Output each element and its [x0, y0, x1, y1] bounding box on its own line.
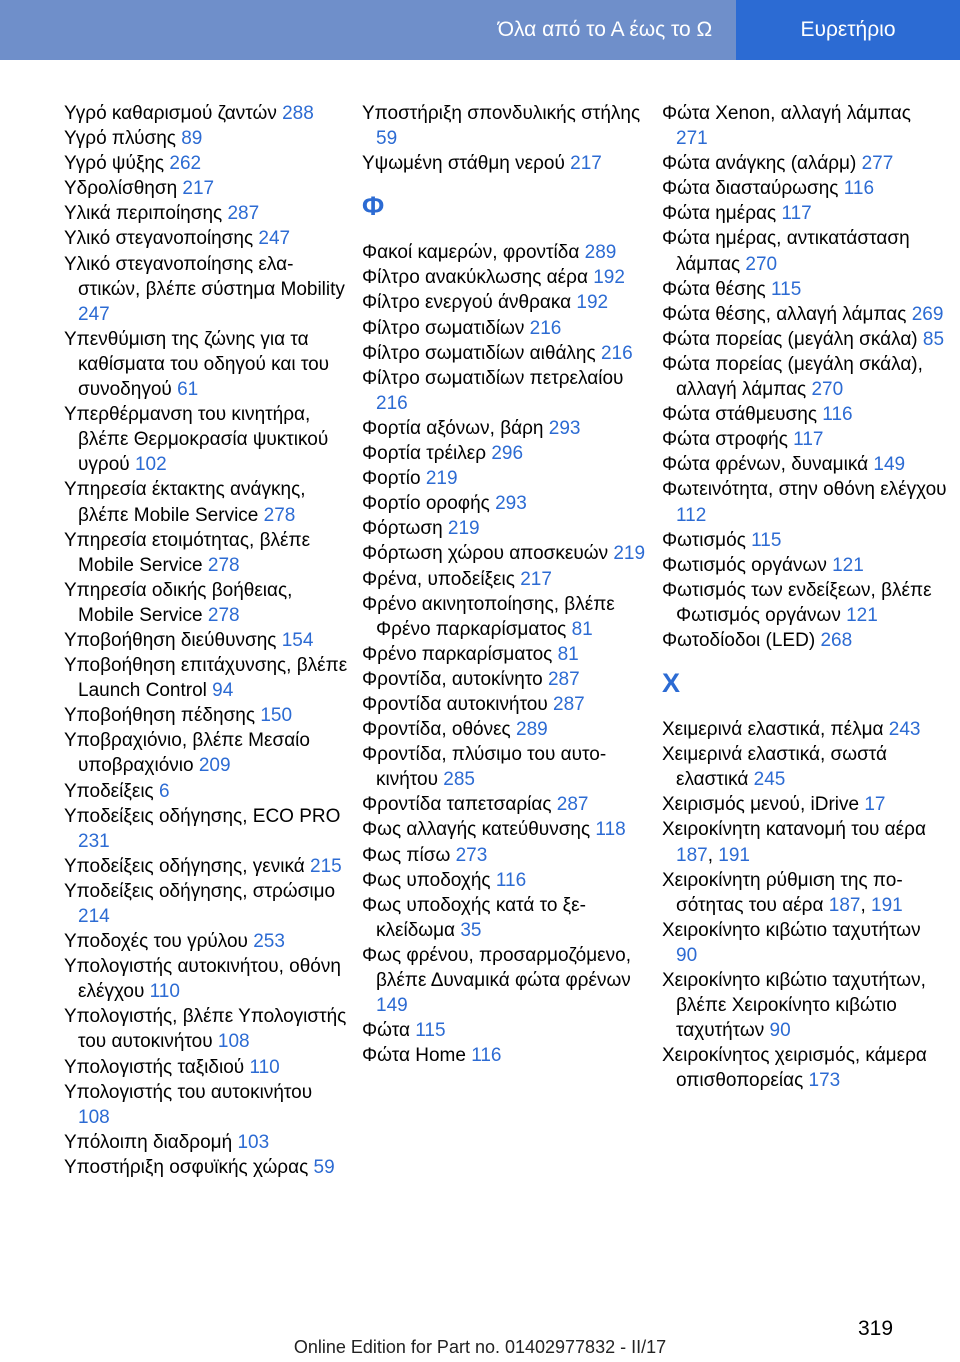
index-entry — [64, 477, 349, 527]
index-entry — [362, 341, 647, 366]
index-entry — [362, 265, 647, 290]
index-entry-term: Χειμερινά ελαστικά, σωστά ελαστικά — [662, 744, 888, 791]
index-entry-term: Χειροκίνητο κιβώτιο ταχυτήτων, βλέπε Χειροκίνητο κιβώτιο ταχυτήτων — [662, 970, 926, 1042]
page-reference-link[interactable]: 59 — [313, 1156, 335, 1178]
page-reference-link[interactable]: 154 — [281, 629, 314, 651]
index-entry-term: Υπόλοιπη διαδρομή — [64, 1131, 238, 1153]
page-reference-link[interactable]: 116 — [843, 178, 875, 200]
page-reference-link[interactable]: 262 — [169, 153, 202, 175]
index-entry-term: Φίλτρο σωματιδίων αιθάλης — [362, 342, 601, 364]
index-entry — [662, 402, 947, 427]
page-reference-link[interactable]: 270 — [811, 379, 844, 401]
index-entry — [64, 151, 349, 176]
index-entry-term: Φορτία αξόνων, βάρη — [362, 417, 549, 439]
index-entry — [362, 592, 647, 642]
index-entry — [362, 692, 647, 717]
index-entry — [662, 817, 947, 867]
index-entry-term: Χειροκίνητο κιβώτιο ταχυτήτων — [662, 919, 921, 941]
page-reference-link[interactable]: 219 — [425, 468, 458, 490]
index-entry-term: Φώτα στάθμευσης — [662, 404, 823, 426]
index-entry-term: Φίλτρο ανακύκλωσης αέρα — [362, 267, 594, 289]
page-reference-link[interactable]: 215 — [310, 855, 342, 877]
index-entry-term: Φίλτρο ενεργού άνθρακα — [362, 292, 577, 314]
index-entry-term: Υπολογιστής αυτοκινήτου, οθόνη ελέγχου — [64, 956, 341, 1003]
page-reference-link[interactable]: 217 — [520, 568, 552, 590]
page-reference-link[interactable]: 219 — [447, 518, 480, 540]
page-reference-link[interactable]: 287 — [556, 794, 589, 816]
page-reference-link[interactable]: 112 — [676, 504, 707, 526]
page-reference-link[interactable]: 287 — [553, 693, 585, 715]
index-entry-term: Υγρό πλύσης — [64, 128, 182, 150]
page-reference-link[interactable]: 271 — [676, 128, 708, 150]
index-entry — [64, 1055, 349, 1080]
index-entry — [362, 943, 647, 1018]
index-entry — [362, 441, 647, 466]
index-entry-term: Φροντίδα ταπετσαρίας — [362, 794, 557, 816]
index-entry-term: Υγρό ψύξης — [64, 153, 170, 175]
page-reference-link[interactable]: 149 — [873, 454, 906, 476]
index-entry — [662, 918, 947, 968]
page-reference-link[interactable]: 287 — [227, 203, 260, 225]
index-entry-term: Υπολογιστής, βλέπε Υπολογιστής του αυτοκινήτου — [64, 1006, 347, 1053]
index-entry-term: Υλικό στεγανοποίησης ελαστικών, βλέπε σύστημα Mobility — [64, 253, 345, 300]
page-reference-link[interactable]: 116 — [822, 404, 853, 426]
page-reference-link[interactable]: 118 — [595, 819, 626, 841]
index-entry-term: Φόρτωση χώρου αποσκευών — [362, 543, 614, 565]
index-entry — [64, 779, 349, 804]
index-entry-term: Φώτα — [362, 1020, 416, 1042]
index-entry — [64, 879, 349, 929]
page-reference-link[interactable]: 81 — [557, 643, 579, 665]
index-entry — [362, 1018, 647, 1043]
index-entry-term: Φροντίδα αυτοκινήτου — [362, 693, 554, 715]
page-reference-link[interactable]: 243 — [888, 719, 921, 741]
page-reference-link[interactable]: 121 — [846, 604, 878, 626]
page-reference-link[interactable]: 219 — [613, 543, 646, 565]
page-reference-link[interactable]: 216 — [376, 392, 408, 414]
page-reference-separator: , — [707, 844, 719, 866]
index-entry — [64, 226, 349, 251]
page-reference-link[interactable]: 108 — [78, 1106, 110, 1128]
index-entry — [362, 101, 647, 151]
page-reference-link[interactable]: 278 — [207, 604, 240, 626]
page-reference-link[interactable]: 121 — [832, 554, 864, 576]
index-entry — [362, 742, 647, 792]
index-entry — [662, 452, 947, 477]
page-reference-link[interactable]: 102 — [134, 454, 167, 476]
index-entry-term: Φώτα ημέρας, αντικατάσταση λάμπας — [662, 228, 910, 275]
page-reference-link[interactable]: 117 — [793, 429, 824, 451]
index-entry — [362, 717, 647, 742]
index-entry — [662, 302, 947, 327]
index-entry — [64, 1080, 349, 1130]
index-entry-term: Υψωμένη στάθμη νερού — [362, 153, 571, 175]
index-entry-term: Υδρολίσθηση — [64, 178, 183, 200]
index-entry-term: Υποβοήθηση διεύθυνσης — [64, 629, 282, 651]
page-reference-link[interactable]: 173 — [808, 1070, 841, 1092]
index-entry — [362, 316, 647, 341]
index-entry-term: Φορτία τρέιλερ — [362, 443, 492, 465]
page-reference-link[interactable]: 296 — [491, 443, 524, 465]
index-entry-term: Υπολογιστής ταξιδιού — [64, 1056, 250, 1078]
page-reference-link[interactable]: 117 — [781, 203, 812, 225]
index-entry — [662, 742, 947, 792]
page-reference-link[interactable]: 214 — [78, 906, 110, 927]
index-entry-term: Υλικό στεγανοποίησης — [64, 228, 259, 250]
index-entry — [662, 176, 947, 201]
index-entry — [362, 151, 647, 176]
index-entry — [662, 553, 947, 578]
index-entry-term: Φίλτρο σωματιδίων πετρελαίου — [362, 367, 624, 389]
index-entry-term: Φώτα στροφής — [662, 429, 794, 451]
footer-edition: Online Edition for Part no. 01402977832 - II/17 — [293, 1336, 667, 1357]
page-reference-link[interactable]: 209 — [198, 755, 231, 777]
index-entry — [64, 402, 349, 477]
index-entry-term: Φορτίο — [362, 468, 426, 490]
page-reference-link[interactable]: 293 — [548, 417, 581, 439]
page-reference-link[interactable]: 81 — [571, 618, 593, 640]
index-entry — [662, 427, 947, 452]
index-entry — [362, 466, 647, 491]
index-entry-term: Υποστήριξη σπονδυλικής στήλης — [362, 103, 641, 124]
index-entry-term: Υπολογιστής του αυτοκινήτου — [64, 1081, 313, 1103]
index-entry — [64, 578, 349, 628]
index-entry — [362, 416, 647, 441]
index-entry — [662, 277, 947, 302]
page-reference-link[interactable]: 253 — [253, 931, 285, 953]
page-reference-link[interactable]: 247 — [258, 228, 291, 250]
page-reference-link[interactable]: 278 — [263, 504, 296, 526]
page-reference-link[interactable]: 278 — [207, 554, 240, 576]
index-entry-term: Φώτα ημέρας — [662, 203, 782, 225]
index-entry — [64, 854, 349, 879]
index-entry-term: Φώτα Xenon, αλλαγή λάμπας — [662, 103, 911, 124]
page-reference-link[interactable]: 192 — [576, 292, 609, 314]
index-entry — [64, 954, 349, 1004]
page-reference-link[interactable]: 110 — [149, 981, 180, 1003]
page-reference-link[interactable]: 115 — [415, 1020, 446, 1042]
index-entry-term: Φώτα θέσης — [662, 278, 771, 300]
index-entry — [662, 717, 947, 742]
index-entry-term: Χειροκίνητη κατανομή του αέρα — [662, 819, 926, 841]
index-entry — [64, 528, 349, 578]
page-reference-link[interactable]: 108 — [217, 1031, 250, 1053]
page-reference-link[interactable]: 277 — [861, 153, 894, 175]
index-entry-term: Φως αλλαγής κατεύθυνσης — [362, 819, 596, 841]
index-entry-term: Φρένο ακινητοποίησης, βλέπε Φρένο παρκαρίσματος — [362, 593, 615, 640]
section-letter-heading: Χ — [662, 668, 681, 699]
index-entry-term: Φωτισμός των ενδείξεων, βλέπε Φωτισμός οργάνων — [662, 579, 932, 626]
index-entry — [362, 817, 647, 842]
page-reference-separator: , — [860, 894, 872, 916]
index-entry — [662, 868, 947, 918]
index-entry — [64, 327, 349, 402]
page-reference-link[interactable]: 116 — [471, 1045, 502, 1067]
index-entry-term: Χειμερινά ελαστικά, πέλμα — [662, 719, 889, 741]
index-entry-term: Φώτα πορείας (μεγάλη σκάλα) — [662, 328, 923, 350]
page-reference-link[interactable]: 217 — [570, 153, 602, 175]
page-reference-link[interactable]: 187 — [828, 894, 861, 916]
page-reference-link[interactable]: 149 — [376, 995, 408, 1017]
index-entry-term: Φως πίσω — [362, 844, 456, 866]
index-entry — [362, 491, 647, 516]
index-entry-term: Φρένο παρκαρίσματος — [362, 643, 558, 665]
index-entry — [662, 528, 947, 553]
page-reference-link[interactable]: 289 — [516, 719, 548, 741]
index-entry-term: Φροντίδα, αυτοκίνητο — [362, 668, 548, 690]
page-reference-link[interactable]: 6 — [158, 780, 170, 802]
page-reference-link[interactable]: 216 — [600, 342, 633, 364]
index-column-2 — [362, 101, 647, 1068]
index-entry — [64, 653, 349, 703]
index-entry-term: Υπηρεσία οδικής βοήθειας, Mobile Service — [64, 579, 293, 626]
index-entry — [662, 226, 947, 276]
page-reference-link[interactable]: 231 — [78, 830, 110, 852]
page-reference-link[interactable]: 192 — [593, 267, 625, 289]
page-reference-link[interactable]: 89 — [181, 128, 203, 150]
page-reference-link[interactable]: 94 — [212, 680, 234, 702]
page-reference-link[interactable]: 288 — [282, 103, 314, 124]
index-entry-term: Υπηρεσία ετοιμότητας, βλέπε Mobile Service — [64, 529, 311, 576]
index-entry — [64, 126, 349, 151]
page-reference-link[interactable]: 35 — [460, 919, 482, 941]
index-entry — [662, 327, 947, 352]
index-entry-term: Υποδείξεις οδήγησης, ECO PRO — [64, 805, 341, 827]
page-reference-link[interactable]: 216 — [529, 317, 562, 339]
page-reference-link[interactable]: 115 — [751, 529, 782, 551]
index-column-3 — [662, 101, 947, 1093]
index-entry-term: Φώτα ανάγκης (αλάρμ) — [662, 153, 862, 175]
index-entry — [64, 201, 349, 226]
page-reference-link[interactable]: 116 — [495, 869, 527, 891]
page-reference-link[interactable]: 247 — [78, 303, 110, 325]
index-entry — [64, 728, 349, 778]
index-entry-term: Φως υποδοχής — [362, 869, 496, 891]
index-entry-term: Υποβοήθηση επιτάχυνσης, βλέπε Launch Control — [64, 655, 348, 702]
page-reference-link[interactable]: 270 — [745, 253, 778, 275]
page-reference-link[interactable]: 269 — [911, 303, 944, 325]
index-entry-term: Φως φρένου, προσαρμοζόμενο, βλέπε Δυναμικά φώτα φρένων — [362, 944, 631, 991]
index-entry-term: Φώτα διασταύρωσης — [662, 178, 844, 200]
index-entry — [362, 843, 647, 868]
index-entry — [362, 516, 647, 541]
index-entry-term: Φορτίο οροφής — [362, 493, 496, 515]
index-entry — [362, 290, 647, 315]
page-reference-link[interactable]: 285 — [443, 769, 475, 791]
index-entry — [662, 968, 947, 1043]
page-reference-link[interactable]: 293 — [495, 493, 527, 515]
index-entry — [362, 567, 647, 592]
index-entry — [662, 1043, 947, 1093]
page-reference-link[interactable]: 110 — [249, 1056, 280, 1078]
index-column-1 — [64, 101, 349, 1180]
index-entry-term: Φίλτρο σωματιδίων — [362, 317, 530, 339]
page-reference-link[interactable]: 191 — [871, 894, 903, 916]
page-reference-link[interactable]: 289 — [584, 242, 617, 264]
page-reference-link[interactable]: 273 — [455, 844, 488, 866]
index-entry — [64, 1155, 349, 1180]
index-entry-term: Φρένα, υποδείξεις — [362, 568, 521, 590]
index-entry — [362, 541, 647, 566]
index-entry — [64, 929, 349, 954]
section-letter-heading: Φ — [362, 191, 385, 222]
index-entry — [64, 1130, 349, 1155]
index-entry-term: Φώτα πορείας (μεγάλη σκάλα), αλλαγή λάμπας — [662, 353, 923, 401]
index-entry-term: Υλικά περιποίησης — [64, 203, 228, 225]
index-entry — [362, 667, 647, 692]
index-entry — [64, 252, 349, 327]
index-entry-term: Φροντίδα, πλύσιμο του αυτοκινήτου — [362, 744, 607, 791]
index-entry-term: Φωτοδίοδοι (LED) — [662, 629, 821, 651]
index-entry — [362, 893, 647, 943]
index-entry-term: Φροντίδα, οθόνες — [362, 719, 516, 741]
page-header — [0, 0, 960, 60]
index-entry-term: Χειροκίνητος χειρισμός, κάμερα οπισθοπορείας — [662, 1045, 927, 1092]
page-reference-link[interactable]: 187 — [676, 844, 708, 866]
index-entry — [64, 1004, 349, 1054]
page-reference-link[interactable]: 61 — [177, 379, 199, 401]
index-entry — [662, 352, 947, 402]
page-reference-link[interactable]: 115 — [771, 278, 802, 300]
index-entry-term: Φωτισμός οργάνων — [662, 554, 833, 576]
index-entry-term: Χειρισμός μενού, iDrive — [662, 794, 865, 816]
index-entry — [662, 792, 947, 817]
index-entry-term: Υποβραχιόνιο, βλέπε Μεσαίο υποβραχιόνιο — [64, 730, 310, 777]
page-reference-link[interactable]: 217 — [182, 178, 215, 200]
index-entry-term: Υποδείξεις οδήγησης, γενικά — [64, 855, 310, 877]
index-entry — [64, 703, 349, 728]
page-reference-link[interactable]: 59 — [376, 128, 398, 150]
page-reference-link[interactable]: 150 — [260, 705, 293, 727]
index-entry-term: Υποδείξεις οδήγησης, στρώσιμο — [64, 880, 336, 902]
index-entry-term: Υποδείξεις — [64, 780, 159, 802]
index-entry-term: Υπενθύμιση της ζώνης για τα καθίσματα του οδηγού και του συνοδηγού — [64, 328, 330, 401]
index-entry — [362, 240, 647, 265]
index-entry — [362, 366, 647, 416]
index-entry — [64, 628, 349, 653]
index-entry — [362, 868, 647, 893]
index-entry-term: Υγρό καθαρισμού ζαντών — [64, 103, 283, 124]
page-reference-link[interactable]: 17 — [864, 794, 886, 816]
index-entry-term: Υπηρεσία έκτακτης ανάγκης, βλέπε Mobile Service — [64, 479, 306, 526]
page-reference-link[interactable]: 90 — [676, 944, 698, 966]
index-entry-term: Φωτισμός — [662, 529, 752, 551]
index-entry-term: Υπερθέρμανση του κινητήρα, βλέπε Θερμοκρασία ψυκτικού υγρού — [64, 404, 329, 476]
index-entry — [662, 101, 947, 151]
page-number: 319 — [858, 1317, 894, 1340]
index-entry — [662, 201, 947, 226]
page-reference-link[interactable]: 85 — [922, 328, 945, 350]
index-entry-term: Φως υποδοχής κατά το ξεκλείδωμα — [362, 894, 586, 941]
page-reference-link[interactable]: 191 — [718, 844, 750, 866]
index-entry-term: Φώτα Home — [362, 1045, 472, 1067]
index-entry — [662, 151, 947, 176]
index-entry-term: Φώτα θέσης, αλλαγή λάμπας — [662, 303, 912, 325]
index-entry — [362, 642, 647, 667]
index-entry — [64, 101, 349, 126]
index-entry — [362, 792, 647, 817]
index-entry — [662, 628, 947, 653]
index-entry — [64, 176, 349, 201]
index-entry — [362, 1043, 647, 1068]
index-entry — [662, 477, 947, 527]
index-entry-term: Φακοί καμερών, φροντίδα — [362, 242, 585, 264]
page-reference-link[interactable]: 90 — [769, 1020, 791, 1042]
index-entry-term: Υποβοήθηση πέδησης — [64, 705, 261, 727]
index-entry-term: Φόρτωση — [362, 518, 448, 540]
index-entry-term: Φώτα φρένων, δυναμικά — [662, 454, 874, 476]
page-reference-link[interactable]: 103 — [237, 1131, 270, 1153]
index-entry — [662, 578, 947, 628]
page-reference-link[interactable]: 245 — [753, 769, 786, 791]
header-title: Όλα από το Α έως το Ω — [497, 18, 713, 41]
index-entry-term: Φωτεινότητα, στην οθόνη ελέγχου — [662, 479, 947, 501]
index-entry-term: Χειροκίνητη ρύθμιση της ποσότητας του αέρα — [662, 869, 903, 916]
page-reference-link[interactable]: 268 — [820, 629, 853, 651]
index-entry — [64, 804, 349, 854]
page-reference-link[interactable]: 287 — [547, 668, 580, 690]
index-tab[interactable]: Ευρετήριο — [736, 0, 960, 60]
index-entry-term: Υποδοχές του γρύλου — [64, 931, 254, 953]
index-entry-term: Υποστήριξη οσφυϊκής χώρας — [64, 1156, 314, 1178]
